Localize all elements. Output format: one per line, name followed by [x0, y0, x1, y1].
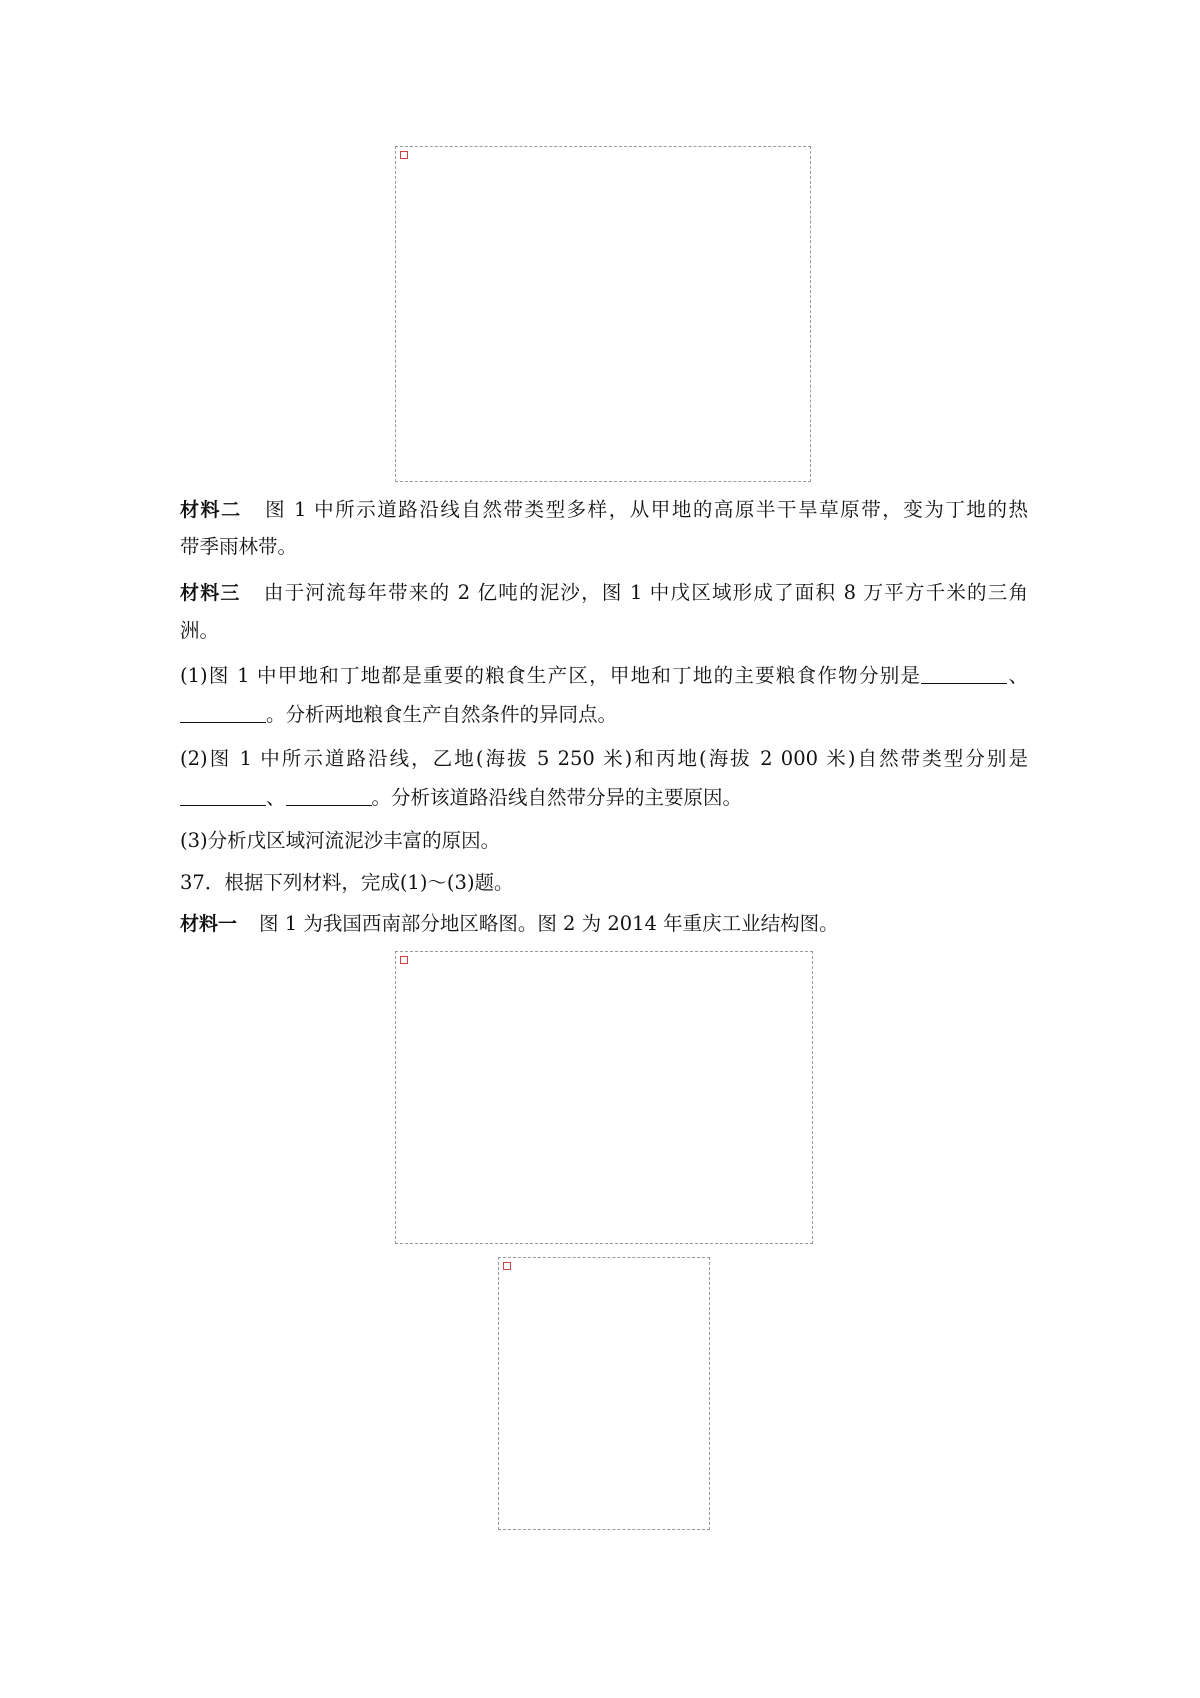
- material-2-line-1: 材料二 图 1 中所示道路沿线自然带类型多样，从甲地的高原半干旱草原带，变为丁地的热: [180, 498, 1028, 521]
- material-label: 材料二: [180, 499, 242, 521]
- figure-placeholder: [395, 146, 811, 482]
- question-37: 37．根据下列材料，完成(1)～(3)题。: [180, 871, 514, 894]
- broken-image-icon: [400, 956, 408, 964]
- figure-placeholder: [395, 951, 813, 1244]
- material-2-line-2: 带季雨林带。: [180, 535, 298, 558]
- material-label: 材料三: [180, 582, 241, 604]
- question-2-line-2: 、 。分析该道路沿线自然带分异的主要原因。: [180, 784, 1028, 812]
- question-3: (3)分析戊区域河流泥沙丰富的原因。: [180, 829, 501, 852]
- question-1-line-2: 。分析两地粮食生产自然条件的异同点。: [180, 701, 1028, 729]
- broken-image-icon: [503, 1262, 511, 1270]
- answer-blank: [180, 702, 266, 723]
- broken-image-icon: [400, 151, 408, 159]
- material-3-line-2: 洲。: [180, 619, 220, 642]
- answer-blank: [180, 785, 266, 806]
- material-3-line-1: 材料三 由于河流每年带来的 2 亿吨的泥沙，图 1 中戊区域形成了面积 8 万平方千米的三角: [180, 581, 1028, 604]
- question-1-line-1: (1)图 1 中甲地和丁地都是重要的粮食生产区，甲地和丁地的主要粮食作物分别是 、: [180, 664, 1028, 687]
- material-label: 材料一: [180, 913, 238, 935]
- answer-blank: [921, 663, 1007, 684]
- answer-blank: [286, 785, 372, 806]
- figure-placeholder: [498, 1257, 710, 1530]
- material-1: 材料一 图 1 为我国西南部分地区略图。图 2 为 2014 年重庆工业结构图。: [180, 912, 839, 935]
- question-2-line-1: (2)图 1 中所示道路沿线，乙地(海拔 5 250 米)和丙地(海拔 2 000 米)自然带类型分别是: [180, 747, 1028, 770]
